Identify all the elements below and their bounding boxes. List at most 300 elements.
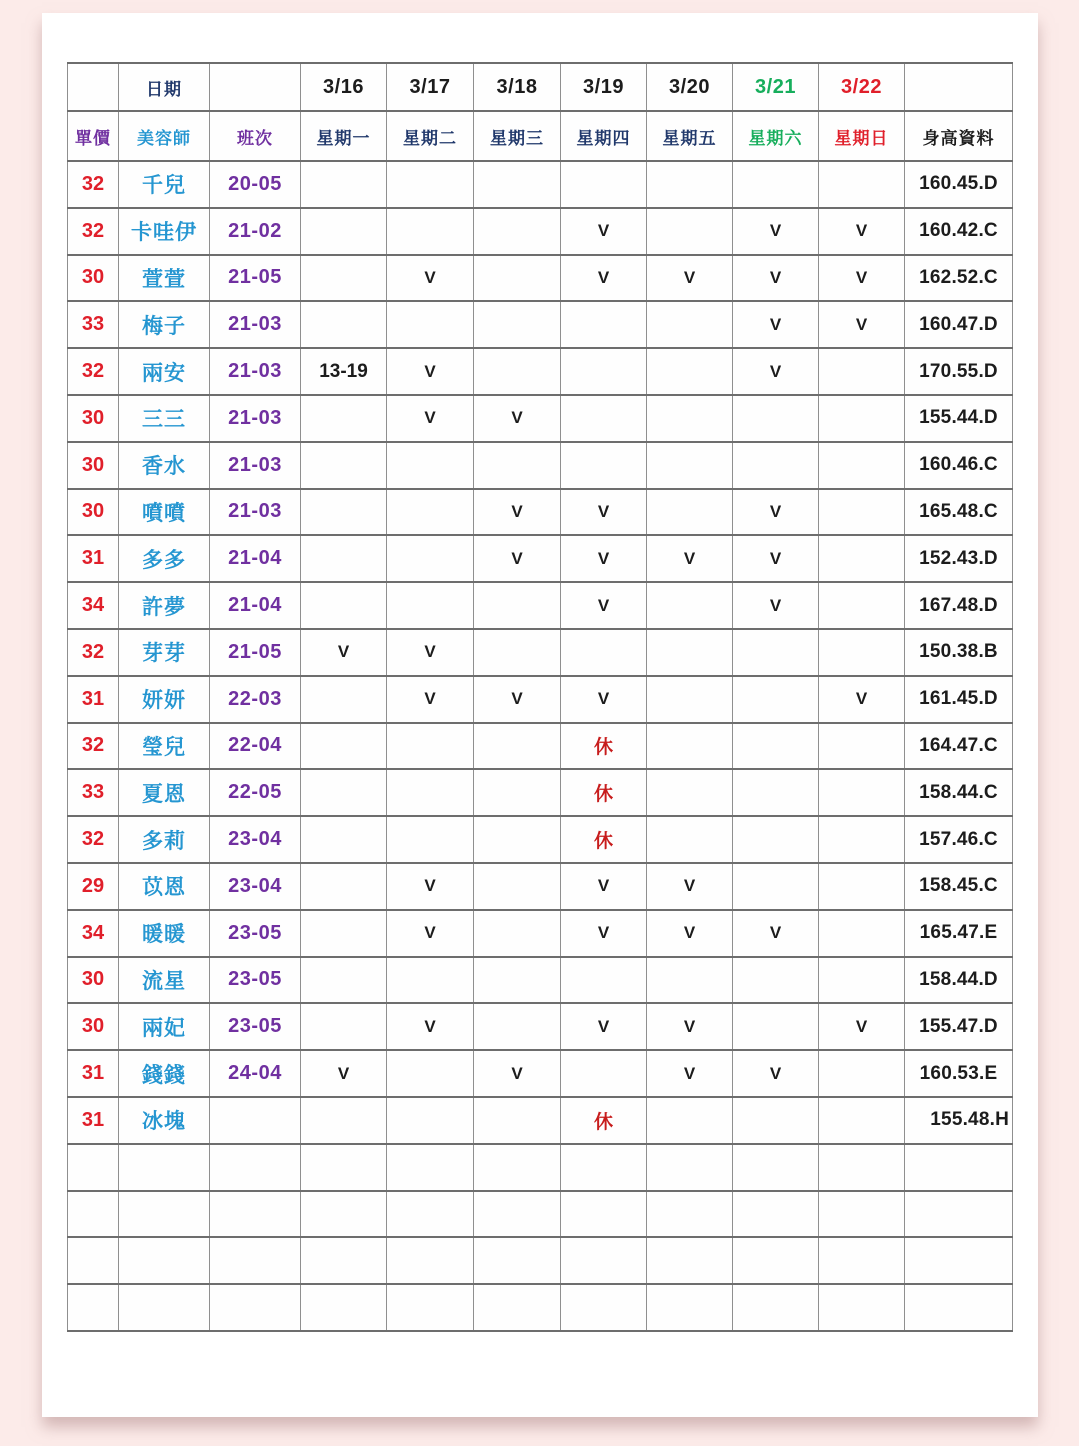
shift-cell: 21-05 — [210, 629, 301, 676]
table-row — [68, 301, 1013, 348]
unit-price-cell: 30 — [68, 957, 119, 1004]
day-cell: V — [819, 1003, 905, 1050]
day-cell — [561, 348, 647, 395]
day-cell — [474, 629, 561, 676]
day-cell: V — [301, 629, 387, 676]
day-cell — [819, 442, 905, 489]
day-cell — [819, 957, 905, 1004]
table-row — [68, 208, 1013, 255]
empty-cell — [210, 1144, 301, 1191]
beautician-name-cell: 流星 — [119, 957, 210, 1004]
empty-cell — [905, 1144, 1013, 1191]
day-cell — [733, 395, 819, 442]
height-data-cell: 155.48.H — [905, 1097, 1013, 1144]
unit-price-cell: 29 — [68, 863, 119, 910]
day-cell — [387, 208, 474, 255]
beautician-name-cell: 暖暖 — [119, 910, 210, 957]
day-cell — [647, 816, 733, 863]
day-cell — [474, 582, 561, 629]
day-cell — [301, 676, 387, 723]
empty-cell — [301, 1191, 387, 1238]
height-data-cell: 158.45.C — [905, 863, 1013, 910]
day-cell — [647, 957, 733, 1004]
day-cell — [819, 723, 905, 770]
unit-price-cell: 33 — [68, 301, 119, 348]
table-row — [68, 1050, 1013, 1097]
day-cell — [647, 723, 733, 770]
day-cell — [474, 863, 561, 910]
day-cell: V — [387, 348, 474, 395]
day-cell — [301, 395, 387, 442]
day-cell: V — [647, 863, 733, 910]
day-cell: V — [387, 863, 474, 910]
day-cell — [301, 769, 387, 816]
height-data-cell: 162.52.C — [905, 255, 1013, 302]
height-data-cell: 158.44.C — [905, 769, 1013, 816]
table-row — [68, 957, 1013, 1004]
day-cell — [819, 769, 905, 816]
day-cell: V — [819, 208, 905, 255]
shift-cell: 23-05 — [210, 910, 301, 957]
beautician-name-cell: 冰塊 — [119, 1097, 210, 1144]
day-cell: V — [561, 255, 647, 302]
day-cell: V — [561, 863, 647, 910]
day-cell — [561, 1050, 647, 1097]
unit-price-cell: 30 — [68, 395, 119, 442]
day-cell: V — [819, 301, 905, 348]
empty-cell — [474, 1191, 561, 1238]
day-cell — [561, 395, 647, 442]
empty-cell — [474, 1237, 561, 1284]
day-cell: V — [561, 208, 647, 255]
day-cell — [647, 629, 733, 676]
day-cell: V — [733, 582, 819, 629]
day-cell: V — [647, 535, 733, 582]
day-cell: V — [474, 489, 561, 536]
unit-price-cell: 31 — [68, 1097, 119, 1144]
beautician-name-cell: 芽芽 — [119, 629, 210, 676]
shift-cell: 21-03 — [210, 442, 301, 489]
date-cell: 3/19 — [561, 63, 647, 111]
day-cell: V — [387, 910, 474, 957]
empty-cell — [210, 1237, 301, 1284]
beautician-name-cell: 卡哇伊 — [119, 208, 210, 255]
day-cell — [647, 301, 733, 348]
empty-cell — [68, 1144, 119, 1191]
day-cell — [733, 863, 819, 910]
day-cell: V — [733, 910, 819, 957]
header-cell: 身高資料 — [905, 111, 1013, 161]
empty-cell — [819, 1284, 905, 1331]
date-label-cell: 日期 — [119, 63, 210, 111]
shift-cell: 22-03 — [210, 676, 301, 723]
day-cell — [301, 1097, 387, 1144]
day-cell — [301, 582, 387, 629]
empty-cell — [733, 1237, 819, 1284]
day-cell: V — [733, 535, 819, 582]
unit-price-cell: 30 — [68, 255, 119, 302]
empty-cell — [905, 1237, 1013, 1284]
day-cell — [387, 816, 474, 863]
empty-cell — [819, 1237, 905, 1284]
table-row — [68, 910, 1013, 957]
date-header-row — [68, 63, 1013, 111]
shift-cell: 21-02 — [210, 208, 301, 255]
schedule-table — [67, 62, 1013, 1332]
day-cell — [819, 629, 905, 676]
day-cell — [387, 769, 474, 816]
shift-cell: 22-05 — [210, 769, 301, 816]
day-cell — [733, 1097, 819, 1144]
day-cell — [387, 723, 474, 770]
empty-cell — [647, 1237, 733, 1284]
empty-cell — [561, 1237, 647, 1284]
empty-cell — [301, 1237, 387, 1284]
day-cell — [733, 723, 819, 770]
day-cell: V — [474, 1050, 561, 1097]
day-cell — [819, 489, 905, 536]
day-cell — [819, 161, 905, 208]
height-data-cell: 160.45.D — [905, 161, 1013, 208]
table-row — [68, 863, 1013, 910]
day-cell — [301, 489, 387, 536]
header-cell: 星期二 — [387, 111, 474, 161]
unit-price-cell: 33 — [68, 769, 119, 816]
day-cell — [561, 301, 647, 348]
day-cell — [301, 957, 387, 1004]
shift-cell: 21-03 — [210, 348, 301, 395]
empty-cell — [647, 1284, 733, 1331]
beautician-name-cell: 苡恩 — [119, 863, 210, 910]
table-row — [68, 723, 1013, 770]
header-cell: 星期四 — [561, 111, 647, 161]
unit-price-cell: 32 — [68, 723, 119, 770]
day-cell — [387, 489, 474, 536]
height-data-cell: 165.48.C — [905, 489, 1013, 536]
empty-cell — [905, 1284, 1013, 1331]
empty-cell — [68, 1191, 119, 1238]
empty-cell — [561, 1144, 647, 1191]
day-cell — [301, 208, 387, 255]
day-cell — [819, 1097, 905, 1144]
table-row — [68, 676, 1013, 723]
day-cell: V — [387, 676, 474, 723]
day-cell: V — [647, 1050, 733, 1097]
empty-row — [68, 1191, 1013, 1238]
beautician-name-cell: 噴噴 — [119, 489, 210, 536]
day-cell — [647, 442, 733, 489]
header-cell: 星期日 — [819, 111, 905, 161]
day-cell — [301, 161, 387, 208]
table-row — [68, 442, 1013, 489]
day-cell — [474, 1097, 561, 1144]
table-row — [68, 535, 1013, 582]
day-cell — [733, 769, 819, 816]
day-cell — [819, 348, 905, 395]
height-data-cell: 155.44.D — [905, 395, 1013, 442]
blank-header-cell — [210, 63, 301, 111]
unit-price-cell: 31 — [68, 676, 119, 723]
empty-cell — [561, 1284, 647, 1331]
day-cell — [387, 1050, 474, 1097]
height-data-cell: 170.55.D — [905, 348, 1013, 395]
day-cell — [387, 535, 474, 582]
day-cell: V — [819, 676, 905, 723]
day-cell — [301, 910, 387, 957]
day-cell — [819, 910, 905, 957]
unit-price-cell: 32 — [68, 629, 119, 676]
height-data-cell: 160.47.D — [905, 301, 1013, 348]
empty-cell — [210, 1284, 301, 1331]
empty-cell — [733, 1144, 819, 1191]
day-cell: V — [819, 255, 905, 302]
empty-row — [68, 1144, 1013, 1191]
day-cell — [733, 442, 819, 489]
empty-cell — [647, 1191, 733, 1238]
date-cell: 3/17 — [387, 63, 474, 111]
height-data-cell: 150.38.B — [905, 629, 1013, 676]
empty-cell — [647, 1144, 733, 1191]
beautician-name-cell: 香水 — [119, 442, 210, 489]
shift-cell: 21-04 — [210, 535, 301, 582]
empty-cell — [119, 1237, 210, 1284]
day-cell: V — [733, 255, 819, 302]
unit-price-cell: 31 — [68, 535, 119, 582]
unit-price-cell: 30 — [68, 442, 119, 489]
empty-cell — [301, 1144, 387, 1191]
table-row — [68, 582, 1013, 629]
empty-cell — [68, 1284, 119, 1331]
date-cell: 3/21 — [733, 63, 819, 111]
shift-cell: 21-03 — [210, 301, 301, 348]
day-cell — [474, 723, 561, 770]
day-cell — [819, 816, 905, 863]
unit-price-cell: 32 — [68, 208, 119, 255]
day-cell — [387, 1097, 474, 1144]
height-data-cell: 165.47.E — [905, 910, 1013, 957]
day-cell — [647, 1097, 733, 1144]
day-cell — [387, 161, 474, 208]
day-cell — [301, 255, 387, 302]
day-cell — [561, 161, 647, 208]
height-data-cell: 157.46.C — [905, 816, 1013, 863]
shift-cell: 23-05 — [210, 957, 301, 1004]
day-cell — [301, 816, 387, 863]
beautician-name-cell: 兩妃 — [119, 1003, 210, 1050]
height-data-cell: 161.45.D — [905, 676, 1013, 723]
empty-cell — [474, 1144, 561, 1191]
day-cell — [647, 676, 733, 723]
header-cell: 星期五 — [647, 111, 733, 161]
day-cell — [474, 769, 561, 816]
empty-cell — [733, 1284, 819, 1331]
day-cell — [474, 442, 561, 489]
shift-cell: 24-04 — [210, 1050, 301, 1097]
day-cell — [387, 957, 474, 1004]
height-data-cell: 160.46.C — [905, 442, 1013, 489]
beautician-name-cell: 瑩兒 — [119, 723, 210, 770]
empty-cell — [387, 1237, 474, 1284]
day-cell — [474, 348, 561, 395]
day-cell: V — [561, 1003, 647, 1050]
table-row — [68, 489, 1013, 536]
shift-cell: 23-04 — [210, 816, 301, 863]
unit-price-cell: 32 — [68, 816, 119, 863]
day-cell: 休 — [561, 816, 647, 863]
day-cell — [387, 442, 474, 489]
weekday-header-row — [68, 111, 1013, 161]
day-cell — [733, 629, 819, 676]
day-cell — [301, 1003, 387, 1050]
beautician-name-cell: 多莉 — [119, 816, 210, 863]
day-cell — [733, 161, 819, 208]
empty-cell — [474, 1284, 561, 1331]
empty-cell — [387, 1191, 474, 1238]
day-cell — [474, 208, 561, 255]
day-cell: V — [387, 395, 474, 442]
unit-price-cell: 30 — [68, 489, 119, 536]
height-data-cell: 152.43.D — [905, 535, 1013, 582]
beautician-name-cell: 千兒 — [119, 161, 210, 208]
day-cell — [647, 395, 733, 442]
day-cell — [474, 1003, 561, 1050]
beautician-name-cell: 三三 — [119, 395, 210, 442]
shift-cell: 23-05 — [210, 1003, 301, 1050]
empty-cell — [210, 1191, 301, 1238]
day-cell — [819, 395, 905, 442]
day-cell — [474, 957, 561, 1004]
date-cell: 3/22 — [819, 63, 905, 111]
day-cell: V — [561, 489, 647, 536]
shift-cell: 21-05 — [210, 255, 301, 302]
day-cell — [474, 161, 561, 208]
beautician-name-cell: 錢錢 — [119, 1050, 210, 1097]
day-cell — [647, 161, 733, 208]
empty-cell — [819, 1144, 905, 1191]
table-row — [68, 629, 1013, 676]
header-cell: 星期六 — [733, 111, 819, 161]
day-cell: V — [561, 535, 647, 582]
beautician-name-cell: 多多 — [119, 535, 210, 582]
height-data-cell: 167.48.D — [905, 582, 1013, 629]
beautician-name-cell: 許夢 — [119, 582, 210, 629]
table-row — [68, 255, 1013, 302]
day-cell — [647, 769, 733, 816]
empty-cell — [68, 1237, 119, 1284]
height-data-cell: 160.42.C — [905, 208, 1013, 255]
shift-cell: 22-04 — [210, 723, 301, 770]
day-cell — [819, 1050, 905, 1097]
header-cell: 單價 — [68, 111, 119, 161]
unit-price-cell: 30 — [68, 1003, 119, 1050]
empty-row — [68, 1237, 1013, 1284]
shift-cell: 23-04 — [210, 863, 301, 910]
day-cell — [474, 301, 561, 348]
day-cell — [474, 910, 561, 957]
header-cell: 班次 — [210, 111, 301, 161]
empty-cell — [819, 1191, 905, 1238]
day-cell — [647, 348, 733, 395]
height-data-cell: 160.53.E — [905, 1050, 1013, 1097]
header-cell: 星期三 — [474, 111, 561, 161]
height-data-cell: 164.47.C — [905, 723, 1013, 770]
empty-cell — [905, 1191, 1013, 1238]
day-cell — [474, 816, 561, 863]
day-cell — [733, 676, 819, 723]
table-row — [68, 348, 1013, 395]
day-cell — [301, 723, 387, 770]
blank-header-cell — [905, 63, 1013, 111]
day-cell: V — [561, 582, 647, 629]
shift-cell: 21-03 — [210, 489, 301, 536]
day-cell — [819, 535, 905, 582]
beautician-name-cell: 兩安 — [119, 348, 210, 395]
empty-cell — [733, 1191, 819, 1238]
empty-cell — [561, 1191, 647, 1238]
empty-cell — [119, 1284, 210, 1331]
unit-price-cell: 34 — [68, 910, 119, 957]
day-cell — [387, 301, 474, 348]
unit-price-cell: 34 — [68, 582, 119, 629]
day-cell — [301, 535, 387, 582]
date-cell: 3/20 — [647, 63, 733, 111]
empty-cell — [119, 1144, 210, 1191]
empty-cell — [387, 1144, 474, 1191]
empty-row — [68, 1284, 1013, 1331]
day-cell — [733, 816, 819, 863]
beautician-name-cell: 萱萱 — [119, 255, 210, 302]
table-row — [68, 1097, 1013, 1144]
day-cell: V — [733, 1050, 819, 1097]
beautician-name-cell: 妍妍 — [119, 676, 210, 723]
table-row — [68, 1003, 1013, 1050]
day-cell — [647, 489, 733, 536]
table-row — [68, 395, 1013, 442]
day-cell — [647, 582, 733, 629]
day-cell: 13-19 — [301, 348, 387, 395]
day-cell — [561, 629, 647, 676]
day-cell: V — [733, 208, 819, 255]
day-cell: V — [474, 676, 561, 723]
header-cell: 星期一 — [301, 111, 387, 161]
day-cell — [819, 582, 905, 629]
day-cell: V — [387, 629, 474, 676]
day-cell: V — [733, 348, 819, 395]
day-cell: V — [387, 255, 474, 302]
blank-header-cell — [68, 63, 119, 111]
day-cell: 休 — [561, 769, 647, 816]
day-cell: V — [647, 910, 733, 957]
date-cell: 3/18 — [474, 63, 561, 111]
day-cell — [819, 863, 905, 910]
day-cell — [733, 1003, 819, 1050]
day-cell — [301, 863, 387, 910]
day-cell: 休 — [561, 1097, 647, 1144]
day-cell — [733, 957, 819, 1004]
unit-price-cell: 31 — [68, 1050, 119, 1097]
day-cell: V — [647, 1003, 733, 1050]
day-cell: V — [647, 255, 733, 302]
day-cell — [561, 442, 647, 489]
day-cell: V — [561, 910, 647, 957]
beautician-name-cell: 夏恩 — [119, 769, 210, 816]
empty-cell — [387, 1284, 474, 1331]
height-data-cell: 158.44.D — [905, 957, 1013, 1004]
day-cell: V — [474, 535, 561, 582]
shift-cell — [210, 1097, 301, 1144]
day-cell — [561, 957, 647, 1004]
day-cell — [387, 582, 474, 629]
